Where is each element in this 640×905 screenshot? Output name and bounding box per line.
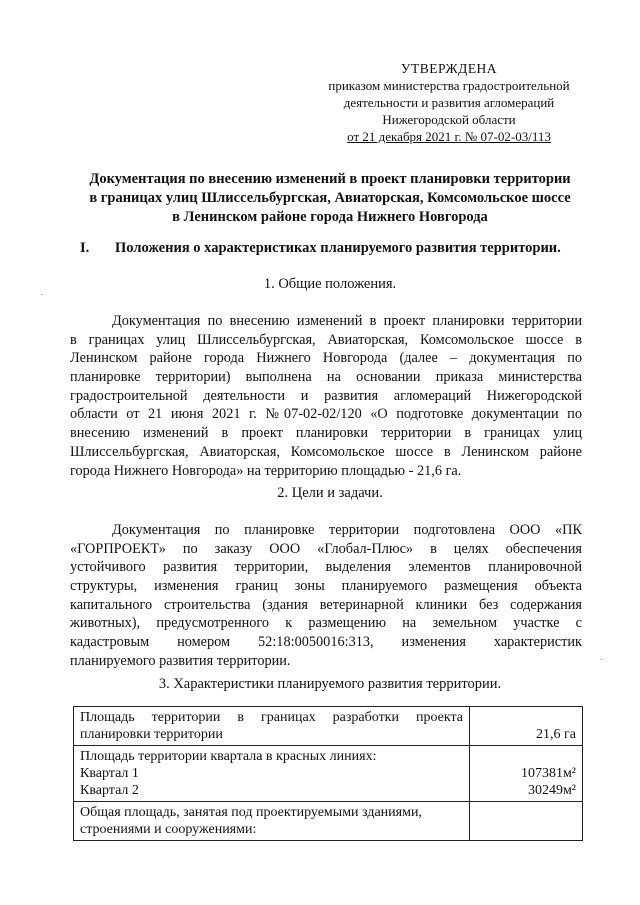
text-line: «ГОРПРОЕКТ» по заказу ООО «Глобал-Плюс» в целях обеспечения (70, 540, 582, 557)
cell-line: строениями и сооружениями: (80, 822, 257, 837)
table-cell-label (74, 802, 470, 841)
table-cell-label (74, 746, 470, 802)
cell-line: Площадь территории квартала в красных линиях: (80, 749, 377, 764)
text-line: внесению изменений в проект планировки территории в границах улиц (70, 425, 582, 442)
paragraph-goals (70, 521, 582, 671)
text-line: Документация по планировке территории подготовлена ООО «ПК (112, 522, 582, 538)
table-cell-label (74, 707, 470, 746)
text-line: планируемого развития территории. (70, 652, 291, 669)
cell-line: планировки территории (80, 727, 223, 742)
approval-date: от 21 декабря 2021 г. № 07-02-03/113 (347, 129, 551, 144)
cell-line: Площадь территории в границах разработки проекта (80, 710, 463, 725)
scan-speck: · (600, 655, 604, 666)
text-line: города Нижнего Новгорода» на территорию площадью - 21,6 га. (70, 462, 462, 479)
text-line: Документация по внесению изменений в проект планировки территории (112, 313, 582, 329)
document-title (60, 170, 600, 227)
approval-line: приказом министерства градостроительной (328, 78, 570, 93)
cell-line: Общая площадь, занятая под проектируемыми зданиями, (80, 805, 422, 820)
characteristics-table (73, 706, 583, 841)
paragraph-general (70, 312, 582, 480)
text-line: Шлиссельбургская, Авиаторская, Комсомольское шоссе в Ленинском районе (70, 443, 582, 460)
section-number: I. (80, 240, 90, 256)
text-line: кадастровым номером 52:18:0050016:313, изменения характеристик (70, 634, 582, 651)
cell-line: Квартал 2 (80, 783, 139, 798)
cell-line: 107381м² (520, 766, 576, 781)
table-row (74, 746, 583, 802)
text-line: устойчивого развития территории, выделения элементов планировочной (70, 559, 582, 576)
title-line: в Ленинском районе города Нижнего Новгорода (172, 209, 488, 225)
approval-line: Нижегородской области (382, 112, 516, 127)
subsection-heading-2: 2. Цели и задачи. (277, 485, 383, 501)
subsection-heading-3: 3. Характеристики планируемого развития территории. (158, 676, 502, 692)
scan-speck: · (40, 290, 44, 301)
table-cell-value (470, 802, 583, 841)
text-line: градостроительной деятельности и развития агломераций Нижегородской (70, 387, 582, 404)
text-line: области от 21 июня 2021 г. №07-02-02/120 «О подготовке документации по (70, 406, 582, 423)
section-text: Положения о характеристиках планируемого развития территории. (115, 240, 561, 256)
title-line: в границах улиц Шлиссельбургская, Авиаторская, Комсомольское шоссе (89, 190, 571, 206)
title-line: Документация по внесению изменений в проект планировки территории (89, 171, 571, 187)
table-cell-value (470, 746, 583, 802)
approval-heading: УТВЕРЖДЕНА (400, 61, 498, 76)
cell-line: 30249м² (527, 783, 576, 798)
approval-line: деятельности и развития агломераций (343, 95, 555, 110)
text-line: структуры, изменения границ зоны планируемого размещения объекта (70, 578, 582, 595)
approval-stamp (318, 60, 580, 145)
text-line: капитального строительства (здания ветеринарной клиники без содержания (70, 596, 582, 613)
table-row (74, 802, 583, 841)
text-line: в границах улиц Шлиссельбургская, Авиаторская, Комсомольское шоссе в (70, 331, 582, 348)
table-row (74, 707, 583, 746)
text-line: животных), предусмотренного к размещению на земельном участке с (70, 615, 582, 632)
subsection-heading-1: 1. Общие положения. (263, 276, 397, 292)
table-cell-value: 21,6 га (470, 707, 583, 746)
text-line: Ленинском районе города Нижнего Новгорода (далее – документация по (70, 350, 582, 367)
cell-line: Квартал 1 (80, 766, 139, 781)
text-line: планировке территории) выполнена на основании приказа министерства (70, 369, 582, 386)
